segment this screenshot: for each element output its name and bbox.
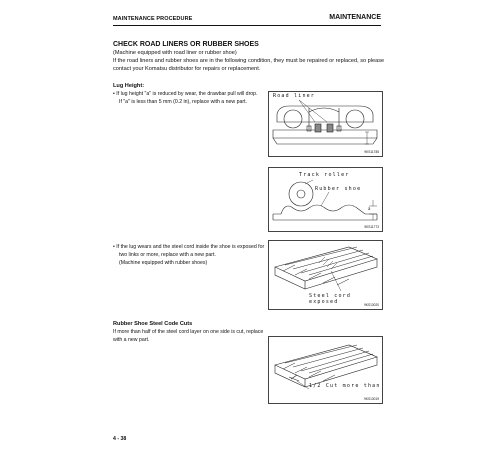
header-rule [113,25,381,26]
figure-code: 9KS11773 [364,225,379,229]
lug-height-line-1 [113,91,258,97]
road-liner-drawing [269,92,382,156]
page-number: 4 - 38 [113,436,127,442]
steel-cord-line-3: (Machine equipped with rubber shoes) [119,260,208,266]
figure-code: 9KS13020 [364,303,379,307]
cut-drawing [269,337,382,403]
page-header [113,14,381,26]
rubber-shoe-figure [268,167,383,232]
lug-height-heading: Lug Height: [113,83,145,89]
road-liner-label: Road liner [273,93,316,99]
header-chapter-label: MAINTENANCE [329,14,381,21]
track-roller-label: Track roller [299,172,350,178]
steel-cord-exposed-figure [268,240,383,310]
lug-height-line-2: If "a" is less than 5 mm (0.2 in), replace with a new part. [119,99,247,105]
intro-line-2: contact your Komatsu distributor for repairs or replacement. [113,66,261,72]
steel-cord-line-2: two links or more, replace with a new part. [119,252,216,258]
rubber-shoe-label: Rubber shoe [315,186,362,192]
header-section-label: MAINTENANCE PROCEDURE [113,16,193,22]
intro-line-1: If the road liners and rubber shoes are in the following condition, they must be repaired or replaced, so please [113,58,385,64]
road-liner-figure [268,91,383,157]
cuts-line-1: If more than half of the steel cord layer on one side is cut, replace [113,329,264,335]
section-title: CHECK ROAD LINERS OR RUBBER SHOES [113,41,259,48]
bullet: • [113,244,115,250]
cuts-heading: Rubber Shoe Steel Code Cuts [113,321,193,327]
cut-more-than-half-figure [268,336,383,404]
cut-more-than-label: 1/2 Cut more than [309,383,381,389]
steel-cord-text-1: If the lug wears and the steel cord inside the shoe is exposed for [116,244,265,250]
figure-code: 9KS11785 [364,150,379,154]
figure-code: 9KS13019 [364,397,379,401]
section-subtitle: (Machine equipped with road liner or rubber shoe) [113,50,237,56]
steel-cord-exposed-label: Steel cord exposed [309,293,352,305]
bullet: • [113,91,115,97]
lug-height-text-1: If lug height "a" is reduced by wear, the drawbar pull will drop. [116,91,258,97]
cuts-line-2: with a new part. [113,337,150,343]
steel-cord-line-1 [113,244,264,250]
dimension-a-label: a [368,206,372,211]
